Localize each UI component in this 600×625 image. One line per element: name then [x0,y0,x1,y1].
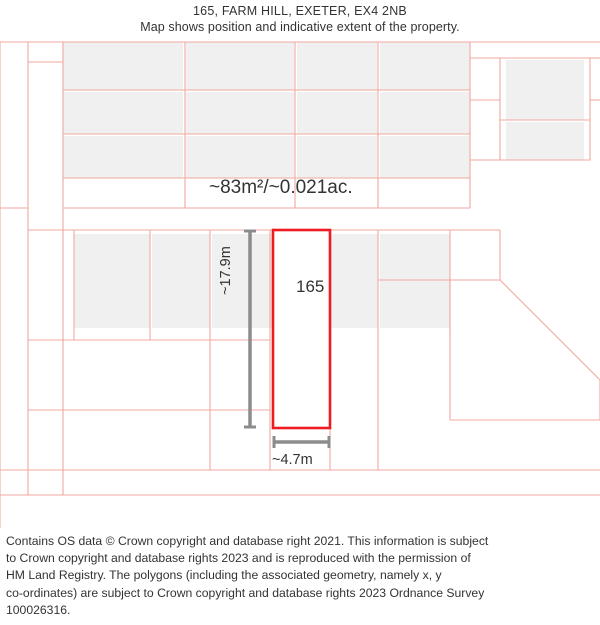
horizontal-dimension-label: ~4.7m [272,452,313,468]
page-subtitle: Map shows position and indicative extent of the property. [140,20,460,34]
area-label: ~83m²/~0.021ac. [209,177,353,198]
footer-line-4: co-ordinates) are subject to Crown copyright and database rights 2023 Ordnance Survey [6,585,485,600]
footer-line-3: HM Land Registry. The polygons (including the associated geometry, namely x, y [6,568,442,583]
plot-number-label: 165 [296,277,325,296]
map-canvas[interactable] [0,40,600,530]
vertical-dimension-label: ~17.9m [218,246,234,295]
footer-line-2: to Crown copyright and database rights 2023 and is reproduced with the permission of [6,551,471,566]
page-title: 165, FARM HILL, EXETER, EX4 2NB [193,4,407,18]
footer-line-1: Contains OS data © Crown copyright and database right 2021. This information is subject [6,534,489,548]
horizontal-dimension-bar [273,436,330,448]
copyright-footer [0,533,600,619]
highlighted-plot-165[interactable] [273,230,330,428]
page-header [0,0,600,40]
footer-line-5: 100026316. [6,602,71,617]
